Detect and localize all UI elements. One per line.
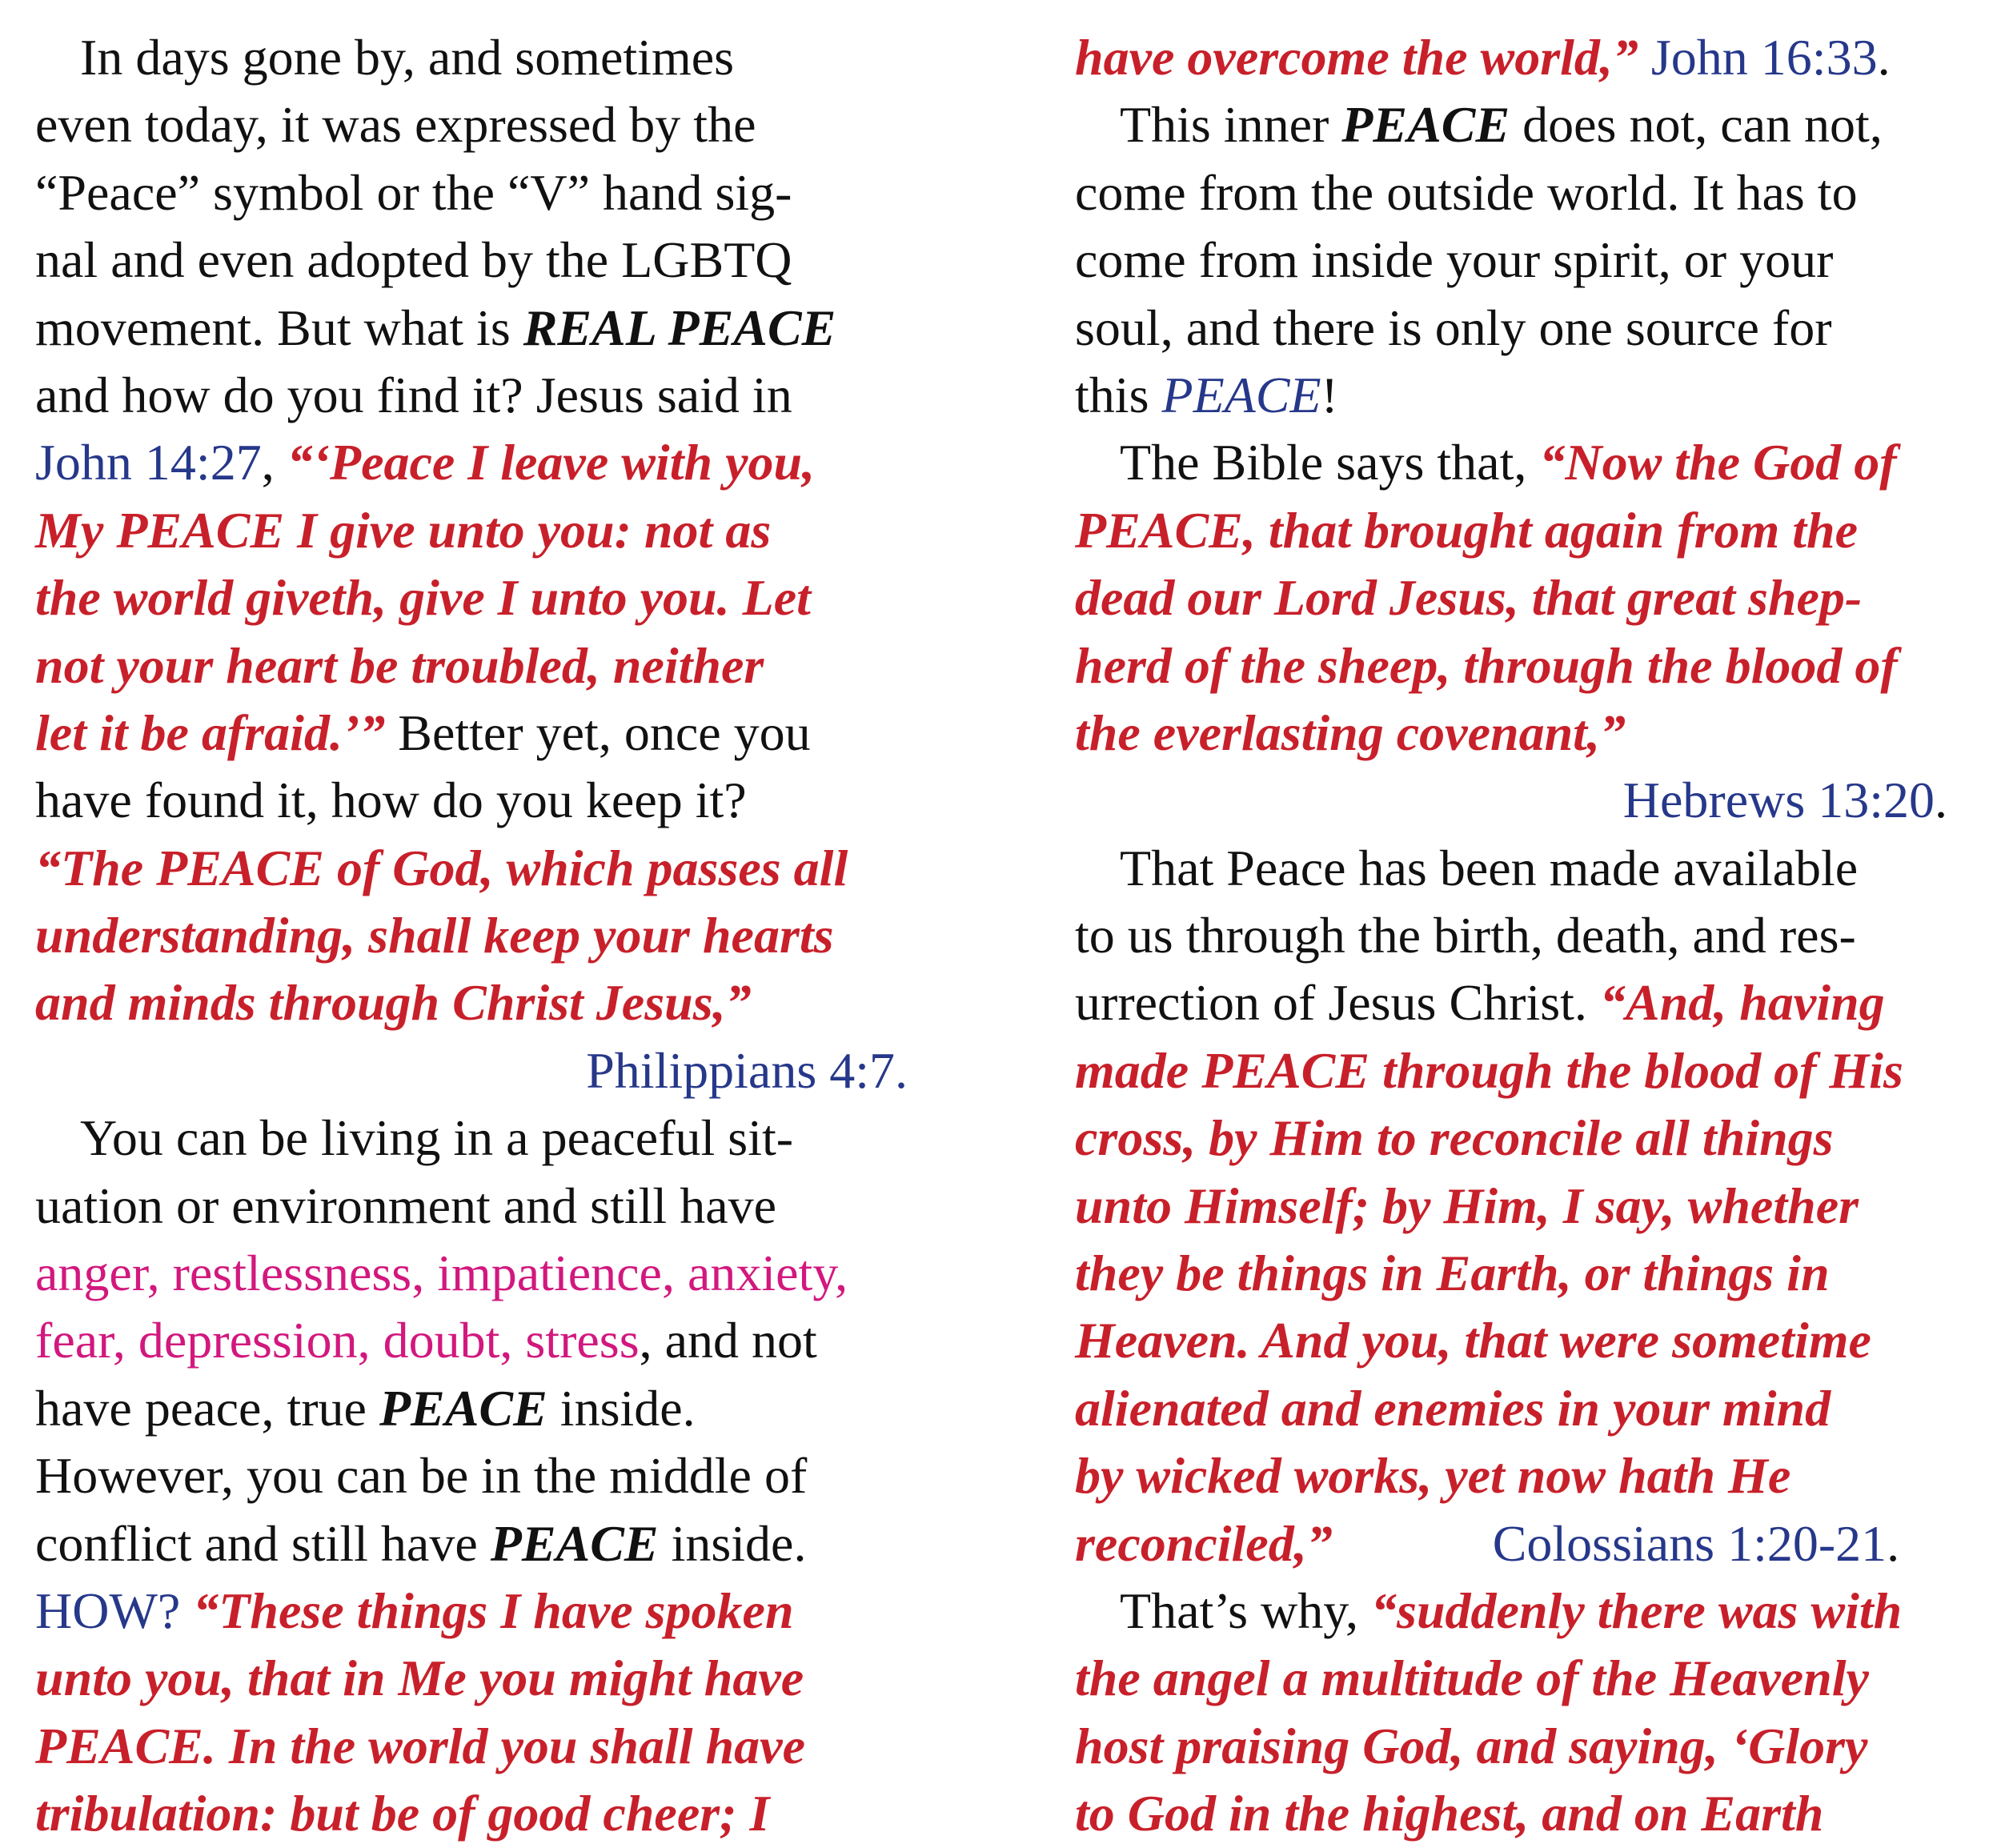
scripture-reference: Philippians 4:7. xyxy=(586,1041,908,1099)
body-text: have found it, how do you keep it? xyxy=(35,772,747,829)
scripture-quote: have overcome the world,” xyxy=(1075,29,1638,86)
scripture-quote: Heaven. And you, that were sometime xyxy=(1075,1312,1871,1369)
emotion-list: fear, depression, doubt, stress xyxy=(35,1312,640,1369)
scripture-quote: “Now the God of xyxy=(1539,434,1897,491)
paragraph-line xyxy=(35,835,908,902)
scripture-quote: unto you, that in Me you might have xyxy=(35,1650,804,1707)
paragraph-line xyxy=(35,1510,908,1577)
body-text: and how do you find it? Jesus said in xyxy=(35,366,792,423)
scripture-quote: herd of the sheep, through the blood of xyxy=(1075,636,1898,694)
scripture-quote: host praising God, and saying, ‘Glory xyxy=(1075,1717,1868,1774)
paragraph-line xyxy=(1075,632,1947,700)
body-text: uation or environment and still have xyxy=(35,1177,776,1234)
paragraph-line xyxy=(35,1645,908,1712)
paragraph-line xyxy=(1075,1307,1947,1374)
paragraph-line xyxy=(35,969,908,1036)
emphasis-text: PEACE xyxy=(1161,366,1321,423)
emotion-list: anger, restlessness, impatience, anxiety, xyxy=(35,1245,848,1302)
body-text: inside. xyxy=(547,1379,696,1437)
paragraph-line xyxy=(1075,362,1947,429)
body-text: That Peace has been made available xyxy=(1120,839,1859,896)
emphasis-text: PEACE xyxy=(490,1514,659,1572)
scripture-quote: tribulation: but be of good cheer; I xyxy=(35,1785,770,1842)
scripture-quote: to God in the highest, and on Earth xyxy=(1075,1785,1824,1842)
body-text: have peace, true xyxy=(35,1379,379,1437)
scripture-quote: “These things I have spoken xyxy=(193,1581,794,1639)
body-text: . xyxy=(1887,1514,1900,1572)
paragraph-line xyxy=(35,1713,908,1780)
paragraph-line xyxy=(1075,91,1947,158)
paragraph-line xyxy=(35,767,908,834)
paragraph-line xyxy=(1075,835,1947,902)
emphasis-text: PEACE xyxy=(379,1379,547,1437)
body-text: The Bible says that, xyxy=(1120,434,1540,491)
scripture-quote: “The PEACE of God, which passes all xyxy=(35,839,848,896)
body-text: nal and even adopted by the LGBTQ xyxy=(35,231,792,289)
body-text: You can be living in a peaceful sit- xyxy=(80,1109,794,1167)
paragraph-line xyxy=(1075,497,1947,564)
paragraph-line xyxy=(35,564,908,631)
paragraph-line xyxy=(1075,1240,1947,1307)
body-text: That’s why, xyxy=(1120,1581,1372,1639)
scripture-quote: My PEACE I give unto you: not as xyxy=(35,501,772,559)
paragraph-line xyxy=(35,1307,908,1374)
paragraph-line xyxy=(1075,1375,1947,1442)
paragraph-line xyxy=(35,497,908,564)
paragraph-line xyxy=(1075,24,1947,91)
scripture-quote: the everlasting covenant,” xyxy=(1075,704,1626,761)
body-text: does not, can not, xyxy=(1510,96,1883,154)
scripture-quote: “‘Peace I leave with you, xyxy=(287,434,816,491)
body-text: Better yet, once you xyxy=(385,704,811,761)
scripture-quote: PEACE, that brought again from the xyxy=(1075,501,1859,559)
paragraph-line xyxy=(1075,429,1947,496)
paragraph-line xyxy=(1075,295,1947,362)
paragraph-line xyxy=(1075,1037,1947,1104)
paragraph-line xyxy=(1075,902,1947,969)
paragraph-line xyxy=(1075,159,1947,226)
emphasis-text: REAL PEACE xyxy=(523,299,836,356)
scripture-quote: made PEACE through the blood of His xyxy=(1075,1041,1903,1099)
paragraph-line xyxy=(1075,1104,1947,1172)
left-column xyxy=(35,24,908,1848)
paragraph-line xyxy=(35,429,908,496)
scripture-quote: let it be afraid.’” xyxy=(35,704,386,761)
scripture-quote: the angel a multitude of the Heavenly xyxy=(1075,1650,1869,1707)
scripture-quote: the world giveth, give I unto you. Let xyxy=(35,569,811,627)
body-text: urrection of Jesus Christ. xyxy=(1075,974,1600,1032)
scripture-reference: John 16:33 xyxy=(1638,29,1878,86)
paragraph-line xyxy=(1075,1645,1947,1712)
body-text: , xyxy=(261,434,287,491)
paragraph-line xyxy=(1075,1173,1947,1240)
body-text: even today, it was expressed by the xyxy=(35,96,756,154)
paragraph-line xyxy=(1075,226,1947,294)
body-text: to us through the birth, death, and res- xyxy=(1075,907,1856,964)
body-text: soul, and there is only one source for xyxy=(1075,299,1832,356)
body-text: inside. xyxy=(658,1514,807,1572)
body-text: In days gone by, and sometimes xyxy=(80,29,735,86)
paragraph-line xyxy=(35,362,908,429)
emphasis-text: PEACE xyxy=(1341,96,1510,154)
body-text: “Peace” symbol or the “V” hand sig- xyxy=(35,163,792,221)
scripture-quote: cross, by Him to reconcile all things xyxy=(1075,1109,1834,1167)
body-text: this xyxy=(1075,366,1162,423)
paragraph-line xyxy=(35,632,908,700)
scripture-quote: alienated and enemies in your mind xyxy=(1075,1379,1831,1437)
paragraph-line xyxy=(35,1037,908,1104)
scripture-reference: Colossians 1:20-21 xyxy=(1492,1514,1887,1572)
paragraph-line xyxy=(35,1375,908,1442)
scripture-quote: unto Himself; by Him, I say, whether xyxy=(1075,1177,1859,1234)
paragraph-line xyxy=(1075,1442,1947,1509)
body-text: conflict and still have xyxy=(35,1514,491,1572)
paragraph-line xyxy=(35,226,908,294)
paragraph-line xyxy=(35,24,908,91)
scripture-quote: “suddenly there was with xyxy=(1371,1581,1903,1639)
paragraph-line xyxy=(1075,767,1947,834)
body-text: . xyxy=(1877,29,1891,86)
paragraph-line xyxy=(35,902,908,969)
scripture-quote: reconciled,” xyxy=(1075,1514,1333,1572)
scripture-quote: not your heart be troubled, neither xyxy=(35,636,764,694)
body-text: come from the outside world. It has to xyxy=(1075,163,1858,221)
body-text: movement. But what is xyxy=(35,299,523,356)
body-text: come from inside your spirit, or your xyxy=(1075,231,1834,289)
body-text: , and not xyxy=(639,1312,817,1369)
scripture-reference: John 14:27 xyxy=(35,434,262,491)
paragraph-line xyxy=(1075,1510,1947,1577)
paragraph-line xyxy=(1075,1577,1947,1645)
scripture-quote: and minds through Christ Jesus,” xyxy=(35,974,752,1032)
body-text: This inner xyxy=(1120,96,1342,154)
scripture-quote: understanding, shall keep your hearts xyxy=(35,907,834,964)
scripture-quote: PEACE. In the world you shall have xyxy=(35,1717,805,1774)
body-text: ! xyxy=(1321,366,1338,423)
paragraph-line xyxy=(35,295,908,362)
paragraph-line xyxy=(1075,1713,1947,1780)
paragraph-line xyxy=(1075,564,1947,631)
scripture-reference: Hebrews 13:20 xyxy=(1622,772,1935,829)
body-text: . xyxy=(1935,772,1947,829)
paragraph-line xyxy=(35,1577,908,1645)
scripture-quote: dead our Lord Jesus, that great shep- xyxy=(1075,569,1863,627)
paragraph-line xyxy=(35,91,908,158)
paragraph-line xyxy=(35,1442,908,1509)
scripture-quote: “And, having xyxy=(1599,974,1885,1032)
paragraph-line xyxy=(1075,969,1947,1036)
right-column xyxy=(1075,24,1947,1848)
paragraph-line xyxy=(1075,700,1947,767)
paragraph-line xyxy=(35,1173,908,1240)
body-text: However, you can be in the middle of xyxy=(35,1447,808,1505)
paragraph-line xyxy=(35,1240,908,1307)
paragraph-line xyxy=(35,700,908,767)
scripture-quote: by wicked works, yet now hath He xyxy=(1075,1447,1791,1505)
paragraph-line xyxy=(35,1104,908,1172)
paragraph-line xyxy=(1075,1780,1947,1847)
scripture-quote: they be things in Earth, or things in xyxy=(1075,1245,1830,1302)
paragraph-line xyxy=(35,159,908,226)
scripture-reference: HOW? xyxy=(35,1581,194,1639)
paragraph-line xyxy=(35,1780,908,1847)
